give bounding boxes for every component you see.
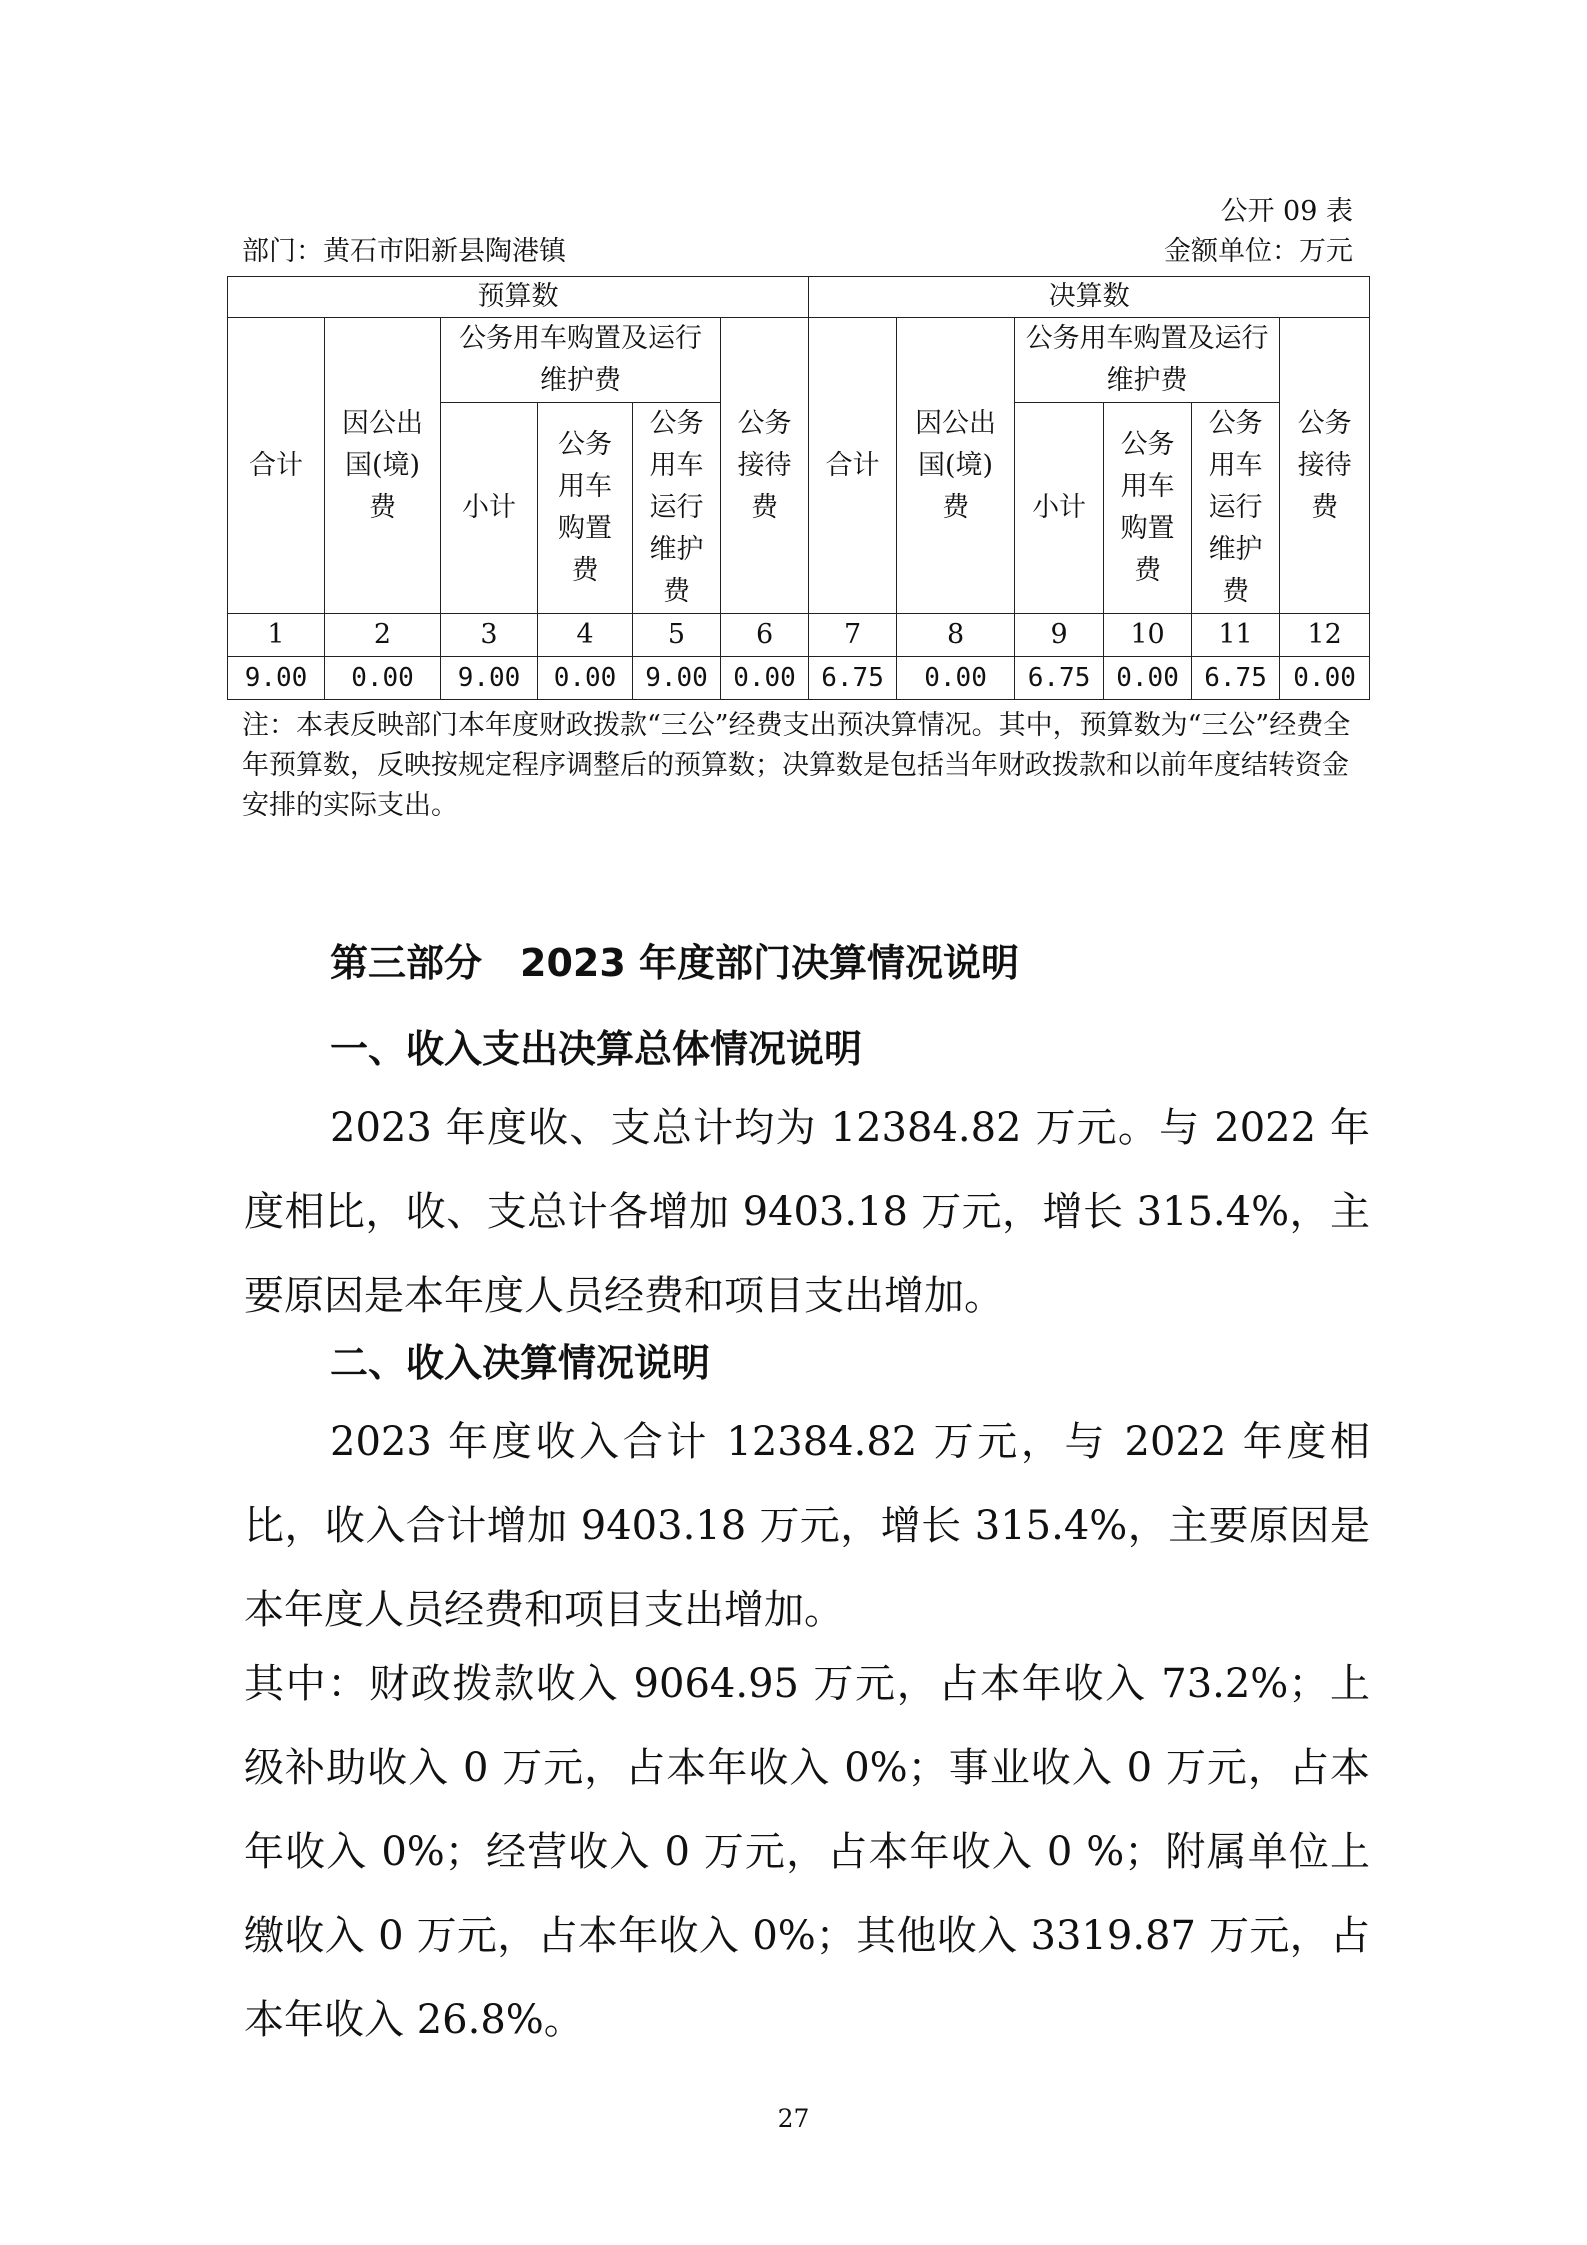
value-cell: 9.00 — [441, 657, 538, 700]
actual-vehicle-group-header: 公务用车购置及运行维护费 — [1015, 318, 1280, 403]
value-cell: 0.00 — [1280, 657, 1370, 700]
budget-total-header: 合计 — [228, 318, 325, 614]
index-cell: 8 — [897, 614, 1015, 657]
three-public-expenses-table — [227, 276, 1370, 700]
index-cell: 6 — [721, 614, 809, 657]
index-cell: 5 — [633, 614, 721, 657]
index-cell: 10 — [1104, 614, 1192, 657]
table-note: 注：本表反映部门本年度财政拨款“三公”经费支出预决算情况。其中，预算数为“三公”经费全年预算数，反映按规定程序调整后的预算数；决算数是包括当年财政拨款和以前年度结转资金安排的实际支出。 — [242, 710, 1351, 821]
amount-unit-label: 金额单位：万元 — [1164, 236, 1353, 267]
budget-purchase-header: 公务用车购置费 — [538, 403, 633, 614]
section2-title: 二、收入决算情况说明 — [330, 1341, 711, 1385]
value-cell: 0.00 — [721, 657, 809, 700]
budget-group-header: 预算数 — [228, 277, 809, 318]
actual-reception-header: 公务接待费 — [1280, 318, 1370, 614]
value-cell: 9.00 — [228, 657, 325, 700]
index-cell: 1 — [228, 614, 325, 657]
section1-title: 一、收入支出决算总体情况说明 — [330, 1027, 863, 1071]
section2-body: 2023 年度收入合计 12384.82 万元，与 2022 年度相比，收入合计增加 9403.18 万元，增长 315.4%，主要原因是本年度人员经费和项目支出增加。 — [244, 1419, 1370, 1633]
budget-vehicle-group-header: 公务用车购置及运行维护费 — [441, 318, 721, 403]
budget-abroad-header: 因公出国(境)费 — [325, 318, 441, 614]
value-cell: 0.00 — [897, 657, 1015, 700]
value-cell: 6.75 — [1015, 657, 1104, 700]
department-label: 部门：黄石市阳新县陶港镇 — [242, 236, 566, 267]
page-number: 27 — [777, 2104, 810, 2133]
budget-operation-header: 公务用车运行维护费 — [633, 403, 721, 614]
column-index-row — [228, 614, 1370, 657]
actual-operation-header: 公务用车运行维护费 — [1192, 403, 1280, 614]
actual-total-header: 合计 — [809, 318, 897, 614]
form-number: 公开 09 表 — [1220, 196, 1353, 227]
index-cell: 12 — [1280, 614, 1370, 657]
section1-body: 2023 年度收、支总计均为 12384.82 万元。与 2022 年度相比，收、支总计各增加 9403.18 万元，增长 315.4%，主要原因是本年度人员经费和项目支出增加。 — [244, 1105, 1370, 1319]
index-cell: 7 — [809, 614, 897, 657]
actual-group-header: 决算数 — [809, 277, 1370, 318]
actual-subtotal-header: 小计 — [1015, 403, 1104, 614]
actual-abroad-header: 因公出国(境)费 — [897, 318, 1015, 614]
value-cell: 0.00 — [1104, 657, 1192, 700]
index-cell: 11 — [1192, 614, 1280, 657]
value-cell: 6.75 — [809, 657, 897, 700]
index-cell: 2 — [325, 614, 441, 657]
part-title: 第三部分 2023 年度部门决算情况说明 — [330, 941, 1019, 985]
value-cell: 0.00 — [325, 657, 441, 700]
budget-subtotal-header: 小计 — [441, 403, 538, 614]
budget-reception-header: 公务接待费 — [721, 318, 809, 614]
value-row — [228, 657, 1370, 700]
value-cell: 0.00 — [538, 657, 633, 700]
value-cell: 6.75 — [1192, 657, 1280, 700]
section2-detail: 其中：财政拨款收入 9064.95 万元，占本年收入 73.2%；上级补助收入 0 万元，占本年收入 0%；事业收入 0 万元，占本年收入 0%；经营收入 0 万元，占本年收入 0 %；附属单位上缴收入 0 万元，占本年收入 0%；其他收入 3319.87 万元，占本年收入 26.8%。 — [244, 1661, 1370, 2043]
index-cell: 4 — [538, 614, 633, 657]
value-cell: 9.00 — [633, 657, 721, 700]
actual-purchase-header: 公务用车购置费 — [1104, 403, 1192, 614]
index-cell: 9 — [1015, 614, 1104, 657]
index-cell: 3 — [441, 614, 538, 657]
